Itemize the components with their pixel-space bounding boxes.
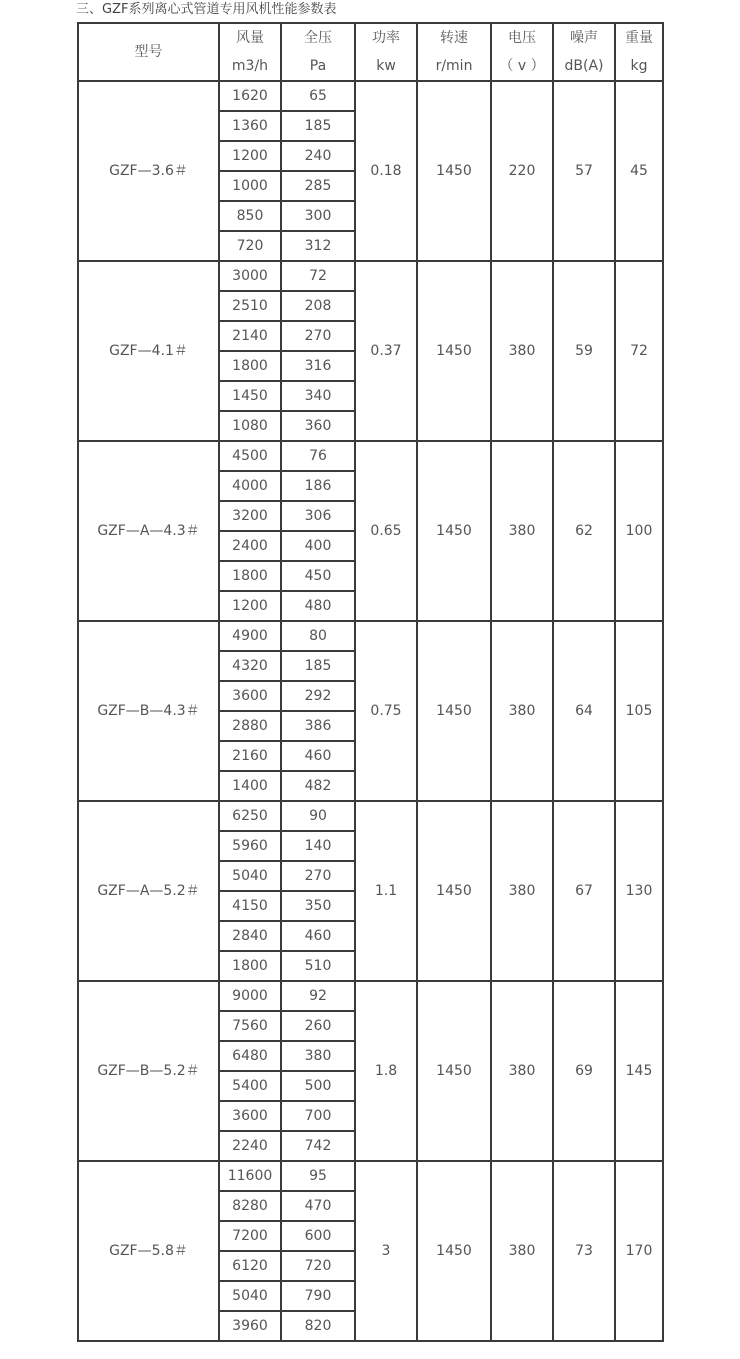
- airflow-cell: 9000: [219, 981, 281, 1011]
- pressure-cell: 65: [281, 81, 355, 111]
- airflow-cell: 3960: [219, 1311, 281, 1341]
- power-cell: 3: [355, 1161, 417, 1341]
- airflow-cell: 1400: [219, 771, 281, 801]
- pressure-cell: 72: [281, 261, 355, 291]
- voltage-cell: 380: [491, 261, 553, 441]
- pressure-cell: 285: [281, 171, 355, 201]
- speed-cell: 1450: [417, 441, 491, 621]
- pressure-cell: 90: [281, 801, 355, 831]
- table-row: [78, 801, 663, 831]
- noise-cell: 62: [553, 441, 615, 621]
- airflow-cell: 11600: [219, 1161, 281, 1191]
- model-cell: GZF—A—4.3＃: [78, 441, 219, 621]
- header-airflow-unit: m3/h: [231, 58, 269, 74]
- model-cell: GZF—3.6＃: [78, 81, 219, 261]
- airflow-cell: 850: [219, 201, 281, 231]
- pressure-cell: 185: [281, 111, 355, 141]
- noise-cell: 69: [553, 981, 615, 1161]
- table-row: [78, 81, 663, 111]
- header-pressure-label: 全压: [304, 30, 332, 46]
- voltage-cell: 380: [491, 981, 553, 1161]
- pressure-cell: 340: [281, 381, 355, 411]
- airflow-cell: 2880: [219, 711, 281, 741]
- header-speed-unit: r/min: [435, 58, 473, 74]
- weight-cell: 72: [615, 261, 663, 441]
- model-cell: GZF—B—4.3＃: [78, 621, 219, 801]
- pressure-cell: 316: [281, 351, 355, 381]
- header-model: 型号: [78, 23, 219, 81]
- pressure-cell: 208: [281, 291, 355, 321]
- model-cell: GZF—5.8＃: [78, 1161, 219, 1341]
- weight-cell: 170: [615, 1161, 663, 1341]
- airflow-cell: 6480: [219, 1041, 281, 1071]
- airflow-cell: 4320: [219, 651, 281, 681]
- airflow-cell: 2840: [219, 921, 281, 951]
- table-row: [78, 1161, 663, 1191]
- pressure-cell: 76: [281, 441, 355, 471]
- fan-spec-table: [77, 22, 664, 1342]
- model-cell: GZF—B—5.2＃: [78, 981, 219, 1161]
- pressure-cell: 790: [281, 1281, 355, 1311]
- noise-cell: 57: [553, 81, 615, 261]
- pressure-cell: 482: [281, 771, 355, 801]
- pressure-cell: 270: [281, 861, 355, 891]
- header-power: [355, 23, 417, 81]
- airflow-cell: 5040: [219, 1281, 281, 1311]
- pressure-cell: 500: [281, 1071, 355, 1101]
- airflow-cell: 1800: [219, 351, 281, 381]
- airflow-cell: 2160: [219, 741, 281, 771]
- pressure-cell: 186: [281, 471, 355, 501]
- pressure-cell: 460: [281, 921, 355, 951]
- airflow-cell: 1000: [219, 171, 281, 201]
- airflow-cell: 1360: [219, 111, 281, 141]
- power-cell: 0.18: [355, 81, 417, 261]
- airflow-cell: 3600: [219, 681, 281, 711]
- airflow-cell: 8280: [219, 1191, 281, 1221]
- header-airflow: [219, 23, 281, 81]
- pressure-cell: 300: [281, 201, 355, 231]
- airflow-cell: 6120: [219, 1251, 281, 1281]
- speed-cell: 1450: [417, 801, 491, 981]
- airflow-cell: 7560: [219, 1011, 281, 1041]
- speed-cell: 1450: [417, 1161, 491, 1341]
- airflow-cell: 2400: [219, 531, 281, 561]
- airflow-cell: 1200: [219, 141, 281, 171]
- pressure-cell: 312: [281, 231, 355, 261]
- airflow-cell: 4000: [219, 471, 281, 501]
- airflow-cell: 1800: [219, 951, 281, 981]
- airflow-cell: 5400: [219, 1071, 281, 1101]
- voltage-cell: 380: [491, 621, 553, 801]
- table-row: [78, 261, 663, 291]
- table-row: [78, 441, 663, 471]
- airflow-cell: 1620: [219, 81, 281, 111]
- header-power-label: 功率: [372, 30, 400, 46]
- airflow-cell: 3200: [219, 501, 281, 531]
- header-row: [78, 23, 663, 81]
- model-cell: GZF—4.1＃: [78, 261, 219, 441]
- weight-cell: 45: [615, 81, 663, 261]
- header-weight: [615, 23, 663, 81]
- airflow-cell: 1200: [219, 591, 281, 621]
- voltage-cell: 380: [491, 441, 553, 621]
- header-speed: [417, 23, 491, 81]
- noise-cell: 64: [553, 621, 615, 801]
- noise-cell: 67: [553, 801, 615, 981]
- pressure-cell: 470: [281, 1191, 355, 1221]
- speed-cell: 1450: [417, 621, 491, 801]
- header-pressure-unit: Pa: [309, 58, 327, 74]
- table-body: [78, 81, 663, 1341]
- weight-cell: 145: [615, 981, 663, 1161]
- noise-cell: 59: [553, 261, 615, 441]
- airflow-cell: 4150: [219, 891, 281, 921]
- pressure-cell: 600: [281, 1221, 355, 1251]
- header-weight-unit: kg: [630, 58, 648, 74]
- pressure-cell: 720: [281, 1251, 355, 1281]
- weight-cell: 105: [615, 621, 663, 801]
- airflow-cell: 720: [219, 231, 281, 261]
- model-cell: GZF—A—5.2＃: [78, 801, 219, 981]
- pressure-cell: 400: [281, 531, 355, 561]
- header-airflow-label: 风量: [236, 30, 264, 46]
- pressure-cell: 360: [281, 411, 355, 441]
- speed-cell: 1450: [417, 981, 491, 1161]
- table-row: [78, 621, 663, 651]
- table-row: [78, 981, 663, 1011]
- header-voltage-unit: （ v ）: [499, 58, 545, 74]
- pressure-cell: 240: [281, 141, 355, 171]
- pressure-cell: 80: [281, 621, 355, 651]
- pressure-cell: 480: [281, 591, 355, 621]
- power-cell: 0.65: [355, 441, 417, 621]
- pressure-cell: 460: [281, 741, 355, 771]
- noise-cell: 73: [553, 1161, 615, 1341]
- airflow-cell: 3000: [219, 261, 281, 291]
- airflow-cell: 2140: [219, 321, 281, 351]
- pressure-cell: 292: [281, 681, 355, 711]
- airflow-cell: 5040: [219, 861, 281, 891]
- voltage-cell: 380: [491, 1161, 553, 1341]
- header-pressure: [281, 23, 355, 81]
- pressure-cell: 270: [281, 321, 355, 351]
- pressure-cell: 742: [281, 1131, 355, 1161]
- airflow-cell: 4900: [219, 621, 281, 651]
- pressure-cell: 95: [281, 1161, 355, 1191]
- pressure-cell: 306: [281, 501, 355, 531]
- pressure-cell: 92: [281, 981, 355, 1011]
- power-cell: 0.75: [355, 621, 417, 801]
- header-voltage-label: 电压: [508, 30, 536, 46]
- pressure-cell: 700: [281, 1101, 355, 1131]
- airflow-cell: 7200: [219, 1221, 281, 1251]
- power-cell: 1.8: [355, 981, 417, 1161]
- speed-cell: 1450: [417, 81, 491, 261]
- header-speed-label: 转速: [440, 30, 468, 46]
- weight-cell: 100: [615, 441, 663, 621]
- airflow-cell: 1080: [219, 411, 281, 441]
- airflow-cell: 1800: [219, 561, 281, 591]
- header-voltage: [491, 23, 553, 81]
- header-noise: [553, 23, 615, 81]
- voltage-cell: 220: [491, 81, 553, 261]
- airflow-cell: 4500: [219, 441, 281, 471]
- airflow-cell: 6250: [219, 801, 281, 831]
- header-noise-label: 噪声: [570, 30, 598, 46]
- speed-cell: 1450: [417, 261, 491, 441]
- power-cell: 0.37: [355, 261, 417, 441]
- weight-cell: 130: [615, 801, 663, 981]
- pressure-cell: 450: [281, 561, 355, 591]
- pressure-cell: 350: [281, 891, 355, 921]
- pressure-cell: 380: [281, 1041, 355, 1071]
- pressure-cell: 260: [281, 1011, 355, 1041]
- voltage-cell: 380: [491, 801, 553, 981]
- airflow-cell: 2240: [219, 1131, 281, 1161]
- table-title: 三、GZF系列离心式管道专用风机性能参数表: [76, 2, 337, 17]
- pressure-cell: 140: [281, 831, 355, 861]
- header-power-unit: kw: [376, 58, 396, 74]
- header-noise-unit: dB(A): [564, 58, 604, 74]
- airflow-cell: 2510: [219, 291, 281, 321]
- airflow-cell: 5960: [219, 831, 281, 861]
- power-cell: 1.1: [355, 801, 417, 981]
- airflow-cell: 3600: [219, 1101, 281, 1131]
- pressure-cell: 185: [281, 651, 355, 681]
- pressure-cell: 510: [281, 951, 355, 981]
- airflow-cell: 1450: [219, 381, 281, 411]
- pressure-cell: 386: [281, 711, 355, 741]
- pressure-cell: 820: [281, 1311, 355, 1341]
- header-weight-label: 重量: [625, 30, 653, 46]
